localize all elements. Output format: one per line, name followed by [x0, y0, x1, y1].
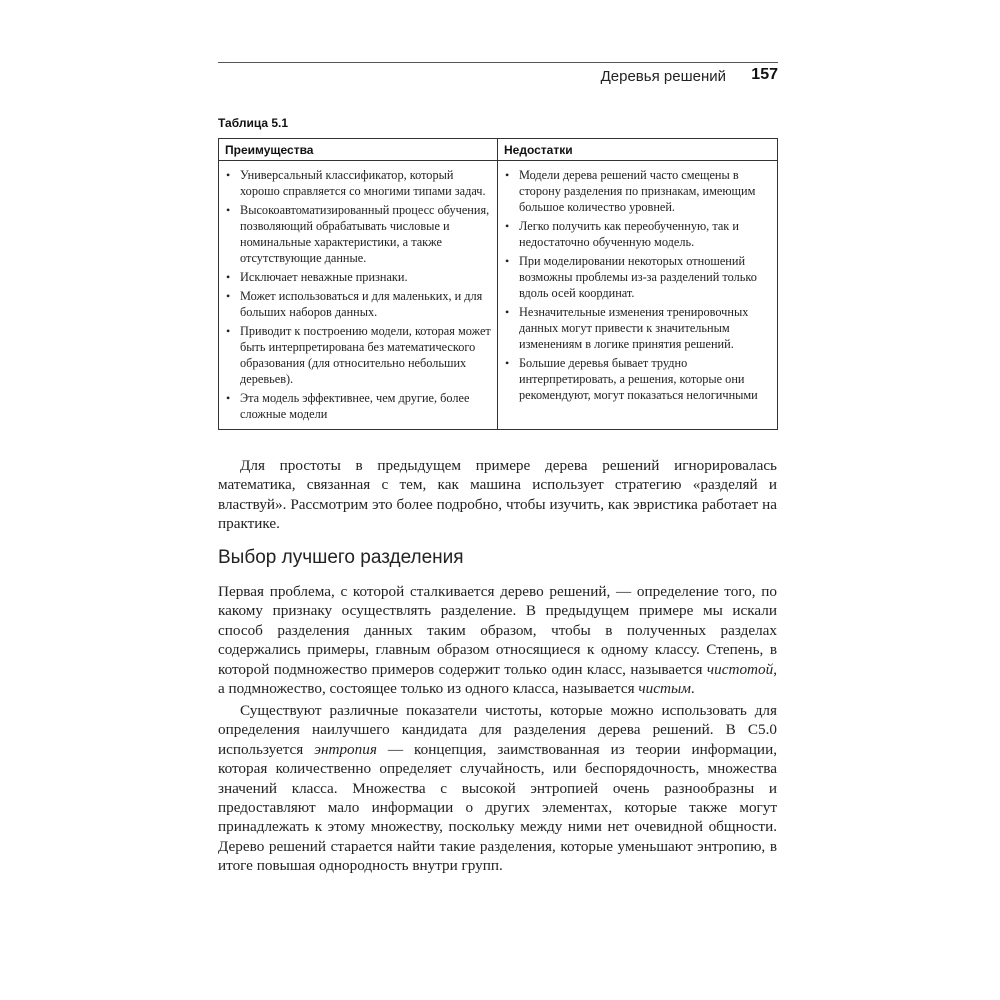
bullet-icon: • [226, 391, 231, 405]
list-item: • Эта модель эффективнее, чем другие, более сложные модели [226, 391, 470, 421]
running-header [218, 62, 778, 93]
term-entropy: энтропия [314, 740, 377, 758]
advantages-cell [219, 161, 498, 430]
bullet-icon: • [226, 270, 231, 284]
entropy-paragraph: Существуют различные показатели чистоты, которые можно использовать для определения наилучшего кандидата для разделения дерева решений. В C5.0 используется энтропия — концепция, заимствованная из теории информации, которая количественно определяет случайность, или беспорядочность, множества значений класса. Множества с высокой энтропией очень разнообразны и предоставляют мало информации о других элементах, которые также могут принадлежать к этому множеству, поскольку между ними нет очевидной общности. Дерево решений старается найти такие разделения, которые уменьшают энтропию, в итоге повышая однородность внутри групп. [218, 702, 777, 875]
page-number: 157 [751, 66, 778, 83]
bullet-icon: • [505, 254, 510, 268]
purity-paragraph: Первая проблема, с которой сталкивается дерево решений, — определение того, по какому признаку осуществлять разделение. В предыдущем примере мы искали способ разделения данных таким образом, чтобы в полученных разделах содержались примеры, главным образом относящиеся к одному классу. Степень, в которой подмножество примеров содержит только один класс, называется чистотой, а подмножество, состоящее только из одного класса, называется чистым. [218, 583, 777, 698]
running-header-title: Деревья решений [600, 68, 726, 85]
list-item: • Большие деревья бывает трудно интерпретировать, а решения, которые они рекомендуют, могут показаться нелогичными [505, 356, 758, 402]
list-item: • Может использоваться и для маленьких, и для больших наборов данных. [226, 289, 483, 319]
list-item: • Приводит к построению модели, которая может быть интерпретирована без математического образования (для относительно небольших деревьев). [226, 324, 491, 386]
disadvantages-list [504, 167, 771, 403]
term-purity: чистотой [706, 660, 774, 678]
bullet-icon: • [505, 305, 510, 319]
pros-cons-table [218, 138, 778, 430]
term-pure: чистым [638, 680, 691, 698]
bullet-icon: • [226, 324, 231, 338]
advantages-list [225, 167, 491, 422]
bullet-icon: • [226, 203, 231, 217]
table-body-row [219, 161, 778, 430]
bullet-icon: • [505, 168, 510, 182]
table-caption: Таблица 5.1 [218, 116, 289, 130]
section-heading: Выбор лучшего разделения [218, 547, 464, 568]
bullet-icon: • [226, 168, 231, 182]
list-item: • Исключает неважные признаки. [226, 270, 408, 284]
bullet-icon: • [226, 289, 231, 303]
list-item: • Легко получить как переобученную, так и недостаточно обученную модель. [505, 219, 739, 249]
list-item: • Незначительные изменения тренировочных данных могут привести к значительным изменениям в логике принятия решений. [505, 305, 749, 351]
bullet-icon: • [505, 219, 510, 233]
advantages-column-header: Преимущества [219, 139, 498, 161]
disadvantages-cell [498, 161, 778, 430]
bullet-icon: • [505, 356, 510, 370]
table-header-row [219, 139, 778, 161]
list-item: • Универсальный классификатор, который хорошо справляется со многими типами задач. [226, 168, 486, 198]
disadvantages-column-header: Недостатки [498, 139, 778, 161]
list-item: • При моделировании некоторых отношений возможны проблемы из-за разделений только вдоль осей координат. [505, 254, 757, 300]
intro-paragraph: Для простоты в предыдущем примере дерева решений игнорировалась математика, связанная с тем, как машина использует стратегию «разделяй и властвуй». Рассмотрим это более подробно, чтобы изучить, как эвристика работает на практике. [218, 457, 777, 533]
list-item: • Модели дерева решений часто смещены в сторону разделения по признакам, имеющим большое количество уровней. [505, 168, 756, 214]
list-item: • Высокоавтоматизированный процесс обучения, позволяющий обрабатывать числовые и номинальные характеристики, а также отсутствующие данные. [226, 203, 490, 265]
